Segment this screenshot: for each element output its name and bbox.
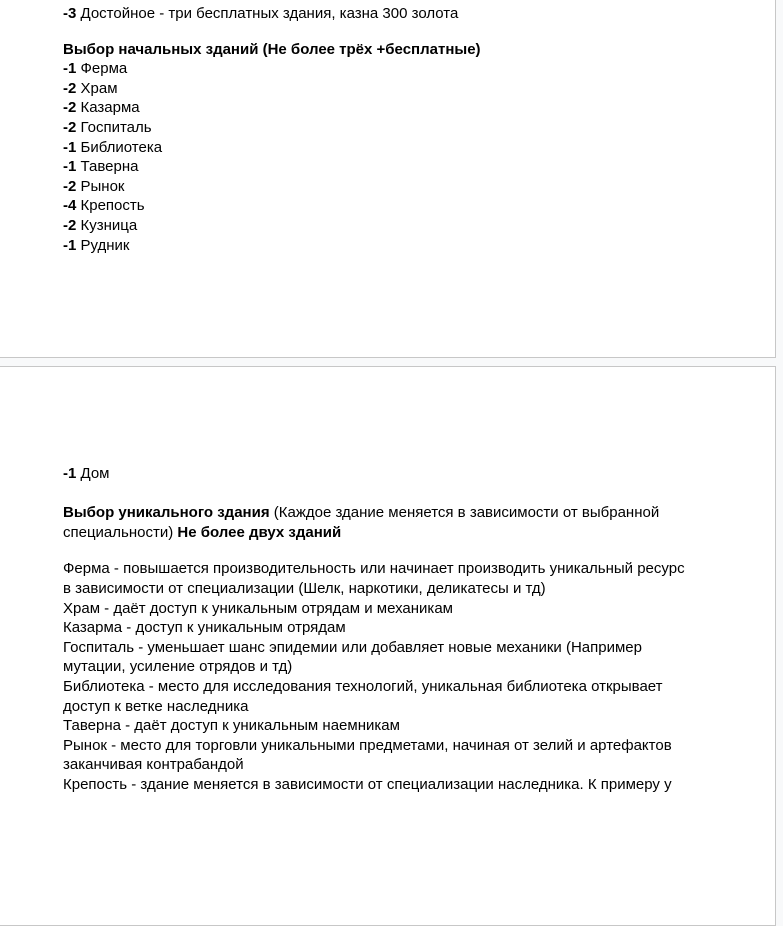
document-page-2[interactable] [0,366,776,926]
item-cost: -2 [63,79,77,97]
building-list-item [63,236,687,256]
starting-buildings-heading: Выбор начальных зданий (Не более трёх +бесплатные) [63,40,481,58]
item-name: Храм [76,79,118,97]
item-cost: -1 [63,60,77,78]
building-list-item [63,177,687,197]
building-list-item [63,138,687,158]
building-description: Таверна - даёт доступ к уникальным наемникам [63,717,400,735]
item-cost: -2 [63,99,77,117]
item-cost: -2 [63,118,77,136]
page-2-content [0,367,687,795]
item-name: Дом [76,465,110,482]
intro-text: Достойное - три бесплатных здания, казна 300 золота [76,5,459,22]
item-name: Библиотека [76,138,163,156]
building-list-item [63,157,687,177]
item-name: Рудник [76,236,130,254]
item-name: Казарма [76,99,140,117]
blank-line [63,24,687,40]
unique-buildings-heading [63,503,687,542]
building-list-item [63,196,687,216]
building-list-item [63,79,687,99]
blank-line [63,484,687,504]
item-cost: -4 [63,197,77,215]
building-description: Казарма - доступ к уникальным отрядам [63,619,346,637]
building-list-item [63,464,687,484]
intro-line [63,4,687,24]
building-description: Ферма - повышается производительность или начинает производить уникальный ресурс в зависимости от специализации (Шелк, наркотики, деликатесы и тд) [63,560,685,597]
item-name: Кузница [76,216,138,234]
building-description: Библиотека - место для исследования технологий, уникальная библиотека открывает доступ к ветке наследника [63,677,663,715]
item-cost: -1 [63,465,77,482]
building-list-item [63,98,687,118]
building-description: Госпиталь - уменьшает шанс эпидемии или добавляет новые механики (Например мутации, усиление отрядов и тд) [63,638,642,676]
heading-bold-2: Не более двух зданий [177,523,342,541]
heading-bold-1: Выбор уникального здания [63,504,270,522]
building-list-item [63,59,687,79]
page-1-content [0,0,687,255]
building-list-item [63,216,687,236]
building-description: Крепость - здание меняется в зависимости от специализации наследника. К примеру у [63,775,672,793]
item-name: Госпиталь [76,118,152,136]
building-description: Храм - даёт доступ к уникальным отрядам и механикам [63,599,453,617]
item-cost: -1 [63,138,77,156]
item-cost: -2 [63,177,77,195]
building-description: Рынок - место для торговли уникальными предметами, начиная от зелий и артефактов заканчивая контрабандой [63,736,672,774]
blank-line [63,542,687,559]
item-name: Рынок [76,177,125,195]
building-list-item [63,118,687,138]
item-cost: -2 [63,216,77,234]
item-cost: -1 [63,236,77,254]
item-name: Крепость [76,197,145,215]
item-name: Таверна [76,158,139,176]
heading-normal: (Каждое здание меняется в зависимости от выбранной специальности) [63,504,660,541]
intro-cost: -3 [63,5,77,22]
item-name: Ферма [76,60,128,78]
item-cost: -1 [63,158,77,176]
document-page-1[interactable] [0,0,776,358]
